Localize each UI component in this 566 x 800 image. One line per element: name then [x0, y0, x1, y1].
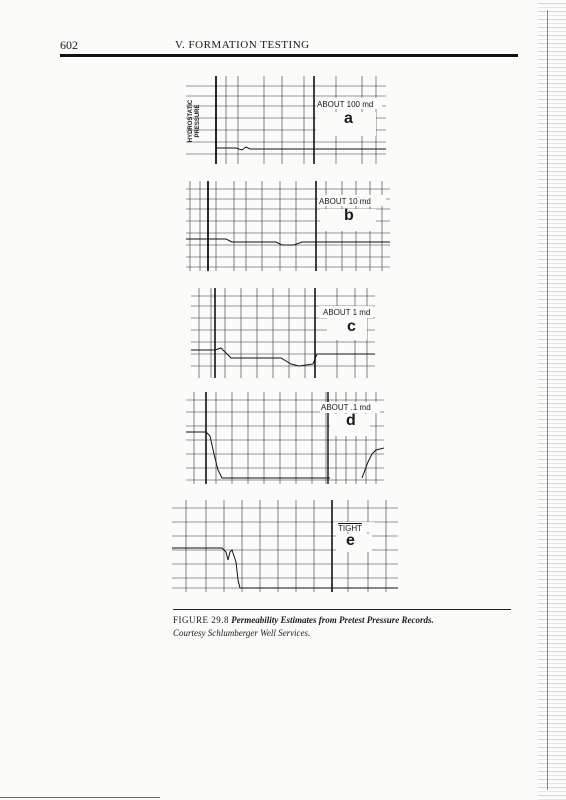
figure-credit: Courtesy Schlumberger Well Services. [173, 628, 311, 638]
panel-c-letter: c [347, 318, 356, 335]
pressure-chart-a [186, 76, 386, 164]
scanned-edge-line [547, 10, 548, 790]
pressure-record-b [186, 181, 390, 271]
header-rule [60, 54, 518, 57]
panel-a-label: ABOUT 100 md [317, 100, 374, 109]
pressure-record-d [186, 392, 384, 484]
pressure-record-e [172, 500, 398, 592]
panel-d-letter: d [346, 412, 356, 429]
pressure-chart-b [186, 181, 390, 271]
pressure-record-a [186, 76, 386, 164]
panel-a-letter: a [344, 110, 353, 127]
panel-e-letter: e [346, 532, 355, 549]
figure-number: FIGURE 29.8 [173, 615, 230, 625]
panel-d-label: ABOUT .1 md [321, 403, 371, 412]
panel-a-side-label: HYDROSTATIC PRESSURE [188, 99, 201, 143]
panel-b-label: ABOUT 10 md [319, 197, 371, 206]
chapter-title: V. FORMATION TESTING [175, 39, 310, 51]
bottom-scan-line [0, 797, 160, 798]
page-number: 602 [60, 38, 78, 52]
scanned-page-edge [538, 0, 566, 800]
pressure-chart-e [172, 500, 398, 592]
figure-caption [173, 614, 518, 640]
figure-title: Permeability Estimates from Pretest Pressure Records. [231, 615, 434, 625]
panel-c-label: ABOUT 1 md [323, 308, 371, 317]
caption-rule [173, 609, 511, 610]
pressure-record-c [191, 288, 375, 378]
panel-e-label: TIGHT [338, 524, 362, 533]
panel-b-letter: b [344, 207, 354, 224]
